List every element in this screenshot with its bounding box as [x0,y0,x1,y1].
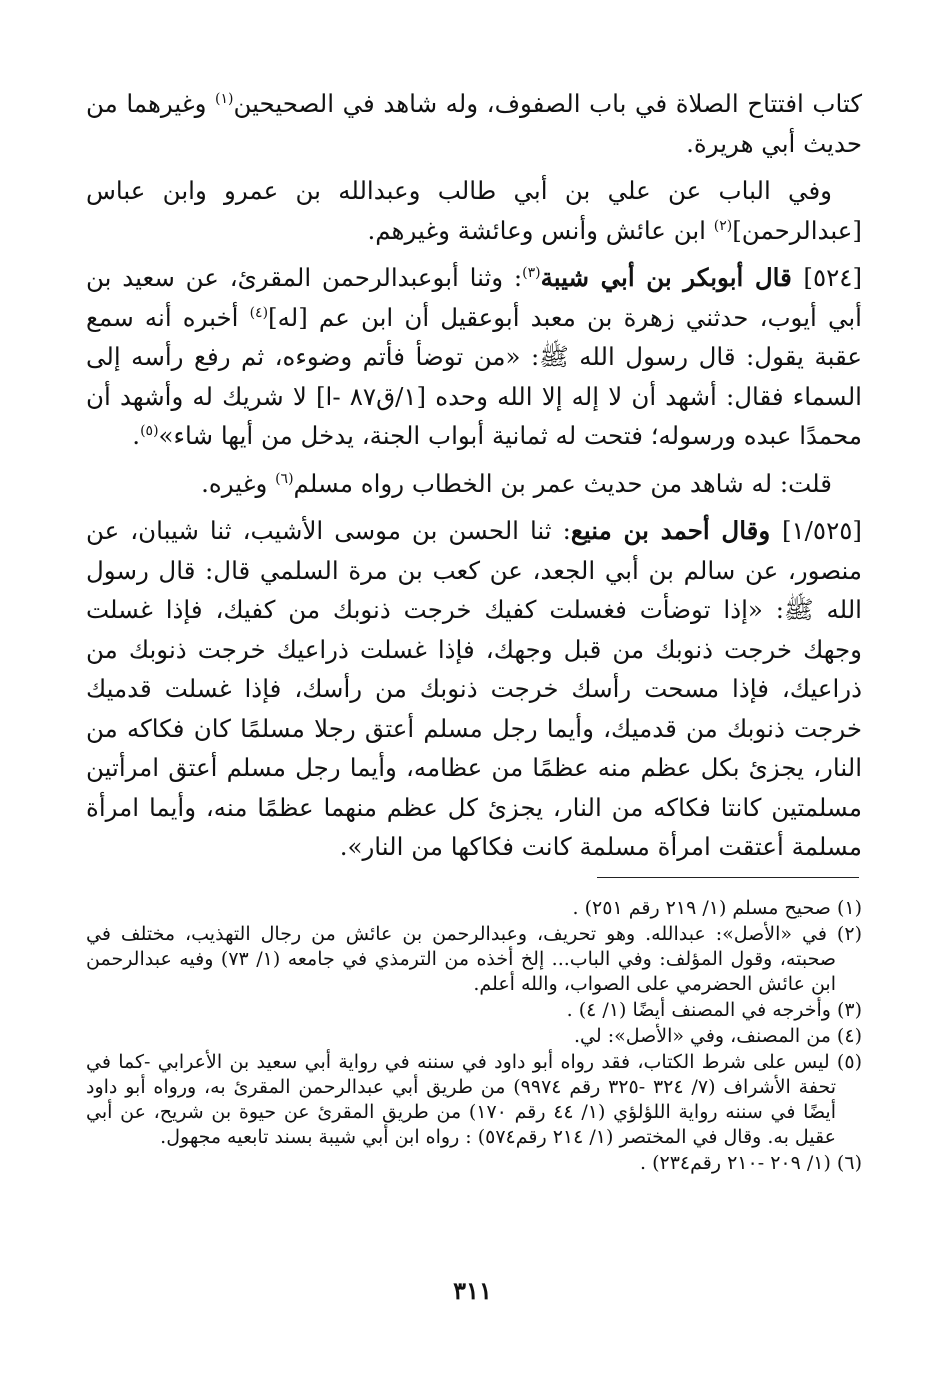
paragraph-1 [86,84,862,163]
paragraph-2 [86,171,862,250]
hadith-author: قال أبوبكر بن أبي شيبة [540,263,804,292]
paragraph-1-text-b: وغيرهما من حديث أبي هريرة. [86,89,862,158]
page-number: ٣١١ [453,1276,492,1305]
hadith-524 [86,258,862,456]
footnote-4: (٤) من المصنف، وفي «الأصل»: لي. [573,1025,862,1047]
paragraph-2-text-a: وفي الباب عن علي بن أبي طالب وعبدالله بن عمرو وابن عباس [عبدالرحمن] [86,176,862,245]
hadith-author: وقال أحمد بن منيع [570,516,782,545]
footnote-ref-2: (٢) [713,217,733,234]
hadith-525-text: : ثنا الحسن بن موسى الأشيب، ثنا شيبان، عن منصور، عن سالم بن أبي الجعد، عن كعب بن مرة السلمي قال: قال رسول الله ﷺ: «إذا توضأت فغسلت كفيك خرجت ذنوبك من كفيك، فإذا غسلت وجهك خرجت ذنوبك من قبل وجهك، فإذا غسلت ذراعيك خرجت ذنوبك من ذراعيك، فإذا مسحت رأسك خرجت ذنوبك من رأسك، فإذا غسلت قدميك خرجت ذنوبك من قدميك، وأيما رجل مسلم أعتق رجلا مسلمًا كان فكاكه من النار، يجزئ بكل عظم منه عظمًا من عظامه، وأيما رجل مسلم أعتق امرأتين مسلمتين كانتا فكاكه من النار، يجزئ كل عظم منهما عظمًا منه، وأيما امرأة مسلمة أعتقت امرأة مسلمة كانت فكاكها من النار». [86,516,862,861]
footnote-2: (٢) في «الأصل»: عبدالله. وهو تحريف، وعبدالرحمن بن عائش من رجال التهذيب، مختلف في صحبته، وقول المؤلف: وفي الباب... إلخ أخذه من الترمذي في جامعه (١/ ٧٣) وفيه عبدالرحمن ابن عائش الحضرمي على الصواب، والله أعلم. [86,923,862,995]
footnote-ref-1: (١) [215,90,234,107]
note-text-a: قلت: له شاهد من حديث عمر بن الخطاب رواه مسلم [293,468,832,498]
hadith-524-text-a: : وثنا أبوعبدالرحمن المقرئ، عن سعيد بن أبي أيوب، حدثني زهرة بن معبد أبوعقيل أن ابن عم [له] [86,263,862,332]
footnote-6: (٦) (١/ ٢٠٩ -٢١٠ رقم٢٣٤) . [640,1152,862,1174]
paragraph-note [86,464,862,504]
main-text [86,84,862,875]
note-text-b: وغيره. [201,468,276,498]
paragraph-2-text-b: ابن عائش وأنس وعائشة وغيرهم. [367,215,714,245]
hadith-number: [١/٥٢٥] [781,516,862,545]
footnote-divider [597,877,859,878]
footnote-1: (١) صحيح مسلم (١/ ٢١٩ رقم ٢٥١) . [572,897,862,919]
footnote-ref-4: (٤) [249,304,269,321]
hadith-524-text-b: أخبره أنه سمع عقبة يقول: قال رسول الله ﷺ: «من توضأ فأتم وضوءه، ثم رفع رأسه إلى السماء فقال: أشهد أن لا إله إلا الله وحده [١/ق٨٧ -ا] لا شريك له وأشهد أن محمدًا عبده ورسوله؛ فتحت له ثمانية أبواب الجنة، يدخل من أيها شاء» [86,302,862,450]
paragraph-1-text-a: كتاب افتتاح الصلاة في باب الصفوف، وله شاهد في الصحيحين [233,89,862,118]
footnotes [86,896,862,1177]
footnote-ref-3: (٣) [522,264,541,281]
footnote-3: (٣) وأخرجه في المصنف أيضًا (١/ ٤) . [566,999,862,1021]
footnote-ref-5: (٥) [140,422,159,439]
hadith-number: [٥٢٤] [803,263,862,292]
hadith-524-text-c: . [132,421,141,450]
footnote-5: (٥) ليس على شرط الكتاب، فقد رواه أبو داود في سننه في رواية أبي سعيد بن الأعرابي -كما في تحفة الأشراف (٧/ ٣٢٤ -٣٢٥ رقم ٩٩٧٤) من طريق أبي عبدالرحمن المقرئ به، ورواه أبو داود أيضًا في سننه رواية اللؤلؤي (١/ ٤٤ رقم ١٧٠) من طريق المقرئ عن حيوة بن شريح، عن أبي عقيل به. وقال في المختصر (١/ ٢١٤ رقم٥٧٤) : رواه ابن أبي شيبة بسند تابعيه مجهول. [86,1051,862,1148]
hadith-525 [86,511,862,867]
footnote-ref-6: (٦) [275,470,294,487]
